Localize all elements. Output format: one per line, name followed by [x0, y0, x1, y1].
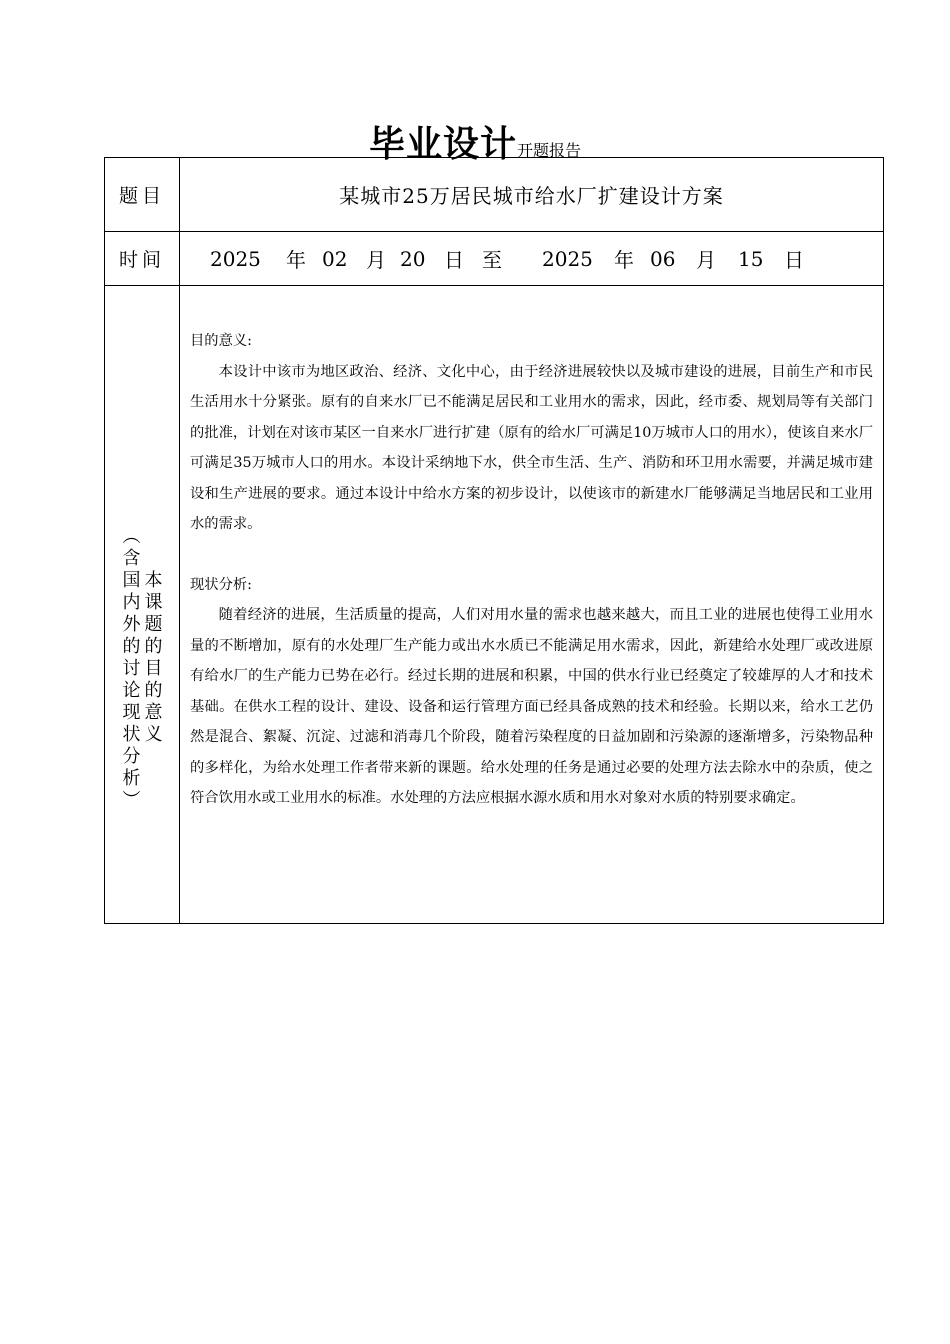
time-value [180, 232, 884, 286]
start-year: 2025 [210, 246, 261, 271]
purpose-label-main: 本 课 题 的 目 的 意 义 [144, 570, 163, 745]
start-month: 02 [322, 246, 348, 271]
end-month: 06 [650, 246, 676, 271]
start-day-unit: 日 [444, 248, 464, 272]
to-label: 至 [482, 248, 502, 272]
start-month-unit: 月 [366, 248, 386, 272]
title-main: 毕业设计 [368, 124, 517, 165]
topic-label: 题目 [105, 158, 180, 232]
start-day: 20 [400, 246, 426, 271]
end-year: 2025 [542, 246, 593, 271]
time-row [105, 232, 884, 286]
purpose-content-cell [180, 286, 884, 924]
topic-value: 某城市25万居民城市给水厂扩建设计方案 [180, 158, 884, 232]
topic-row [105, 158, 884, 232]
section1-text: 本设计中该市为地区政治、经济、文化中心，由于经济进展较快以及城市建设的进展，目前生产和市民生活用水十分紧张。原有的自来水厂已不能满足居民和工业用水的需求，因此，经市委、规划局等有关部门的批准，计划在对该市某区一自来水厂进行扩建（原有的给水厂可满足10万城市人口的用水），使该自来水厂可满足35万城市人口的用水。本设计采纳地下水，供全市生活、生产、消防和环卫用水需要，并满足城市建设和生产进展的要求。通过本设计中给水方案的初步设计，以使该市的新建水厂能够满足当地居民和工业用水的需求。 [190, 363, 873, 532]
section2-heading: 现状分析: [190, 576, 253, 593]
end-day-unit: 日 [784, 248, 804, 272]
proposal-form-table [104, 157, 884, 924]
title-sub: 开题报告 [517, 141, 582, 160]
end-month-unit: 月 [696, 248, 716, 272]
time-label: 时间 [105, 232, 180, 286]
purpose-label-sub: ︵ 含 国 内 外 的 讨 论 现 状 分 析 ︶ [122, 526, 141, 811]
purpose-row [105, 286, 884, 924]
end-day: 15 [738, 246, 764, 271]
section2-text: 随着经济的进展，生活质量的提高，人们对用水量的需求也越来越大，而且工业的进展也使得工业用水量的不断增加，原有的水处理厂生产能力或出水水质已不能满足用水需求，因此，新建给水处理厂或改进原有给水厂的生产能力已势在必行。经过长期的进展和积累，中国的供水行业已经奠定了较雄厚的人才和技术基础。在供水工程的设计、建设、设备和运行管理方面已经具备成熟的技术和经验。长期以来，给水工艺仍然是混合、絮凝、沉淀、过滤和消毒几个阶段，随着污染程度的日益加剧和污染源的逐渐增多，污染物品种的多样化，为给水处理工作者带来新的课题。给水处理的任务是通过必要的处理方法去除水中的杂质，使之符合饮用水或工业用水的标准。水处理的方法应根据水源水质和用水对象对水质的特别要求确定。 [190, 607, 873, 806]
purpose-label-cell [105, 286, 180, 924]
section1-heading: 目的意义: [190, 333, 253, 349]
end-year-unit: 年 [614, 248, 634, 272]
start-year-unit: 年 [286, 248, 306, 272]
